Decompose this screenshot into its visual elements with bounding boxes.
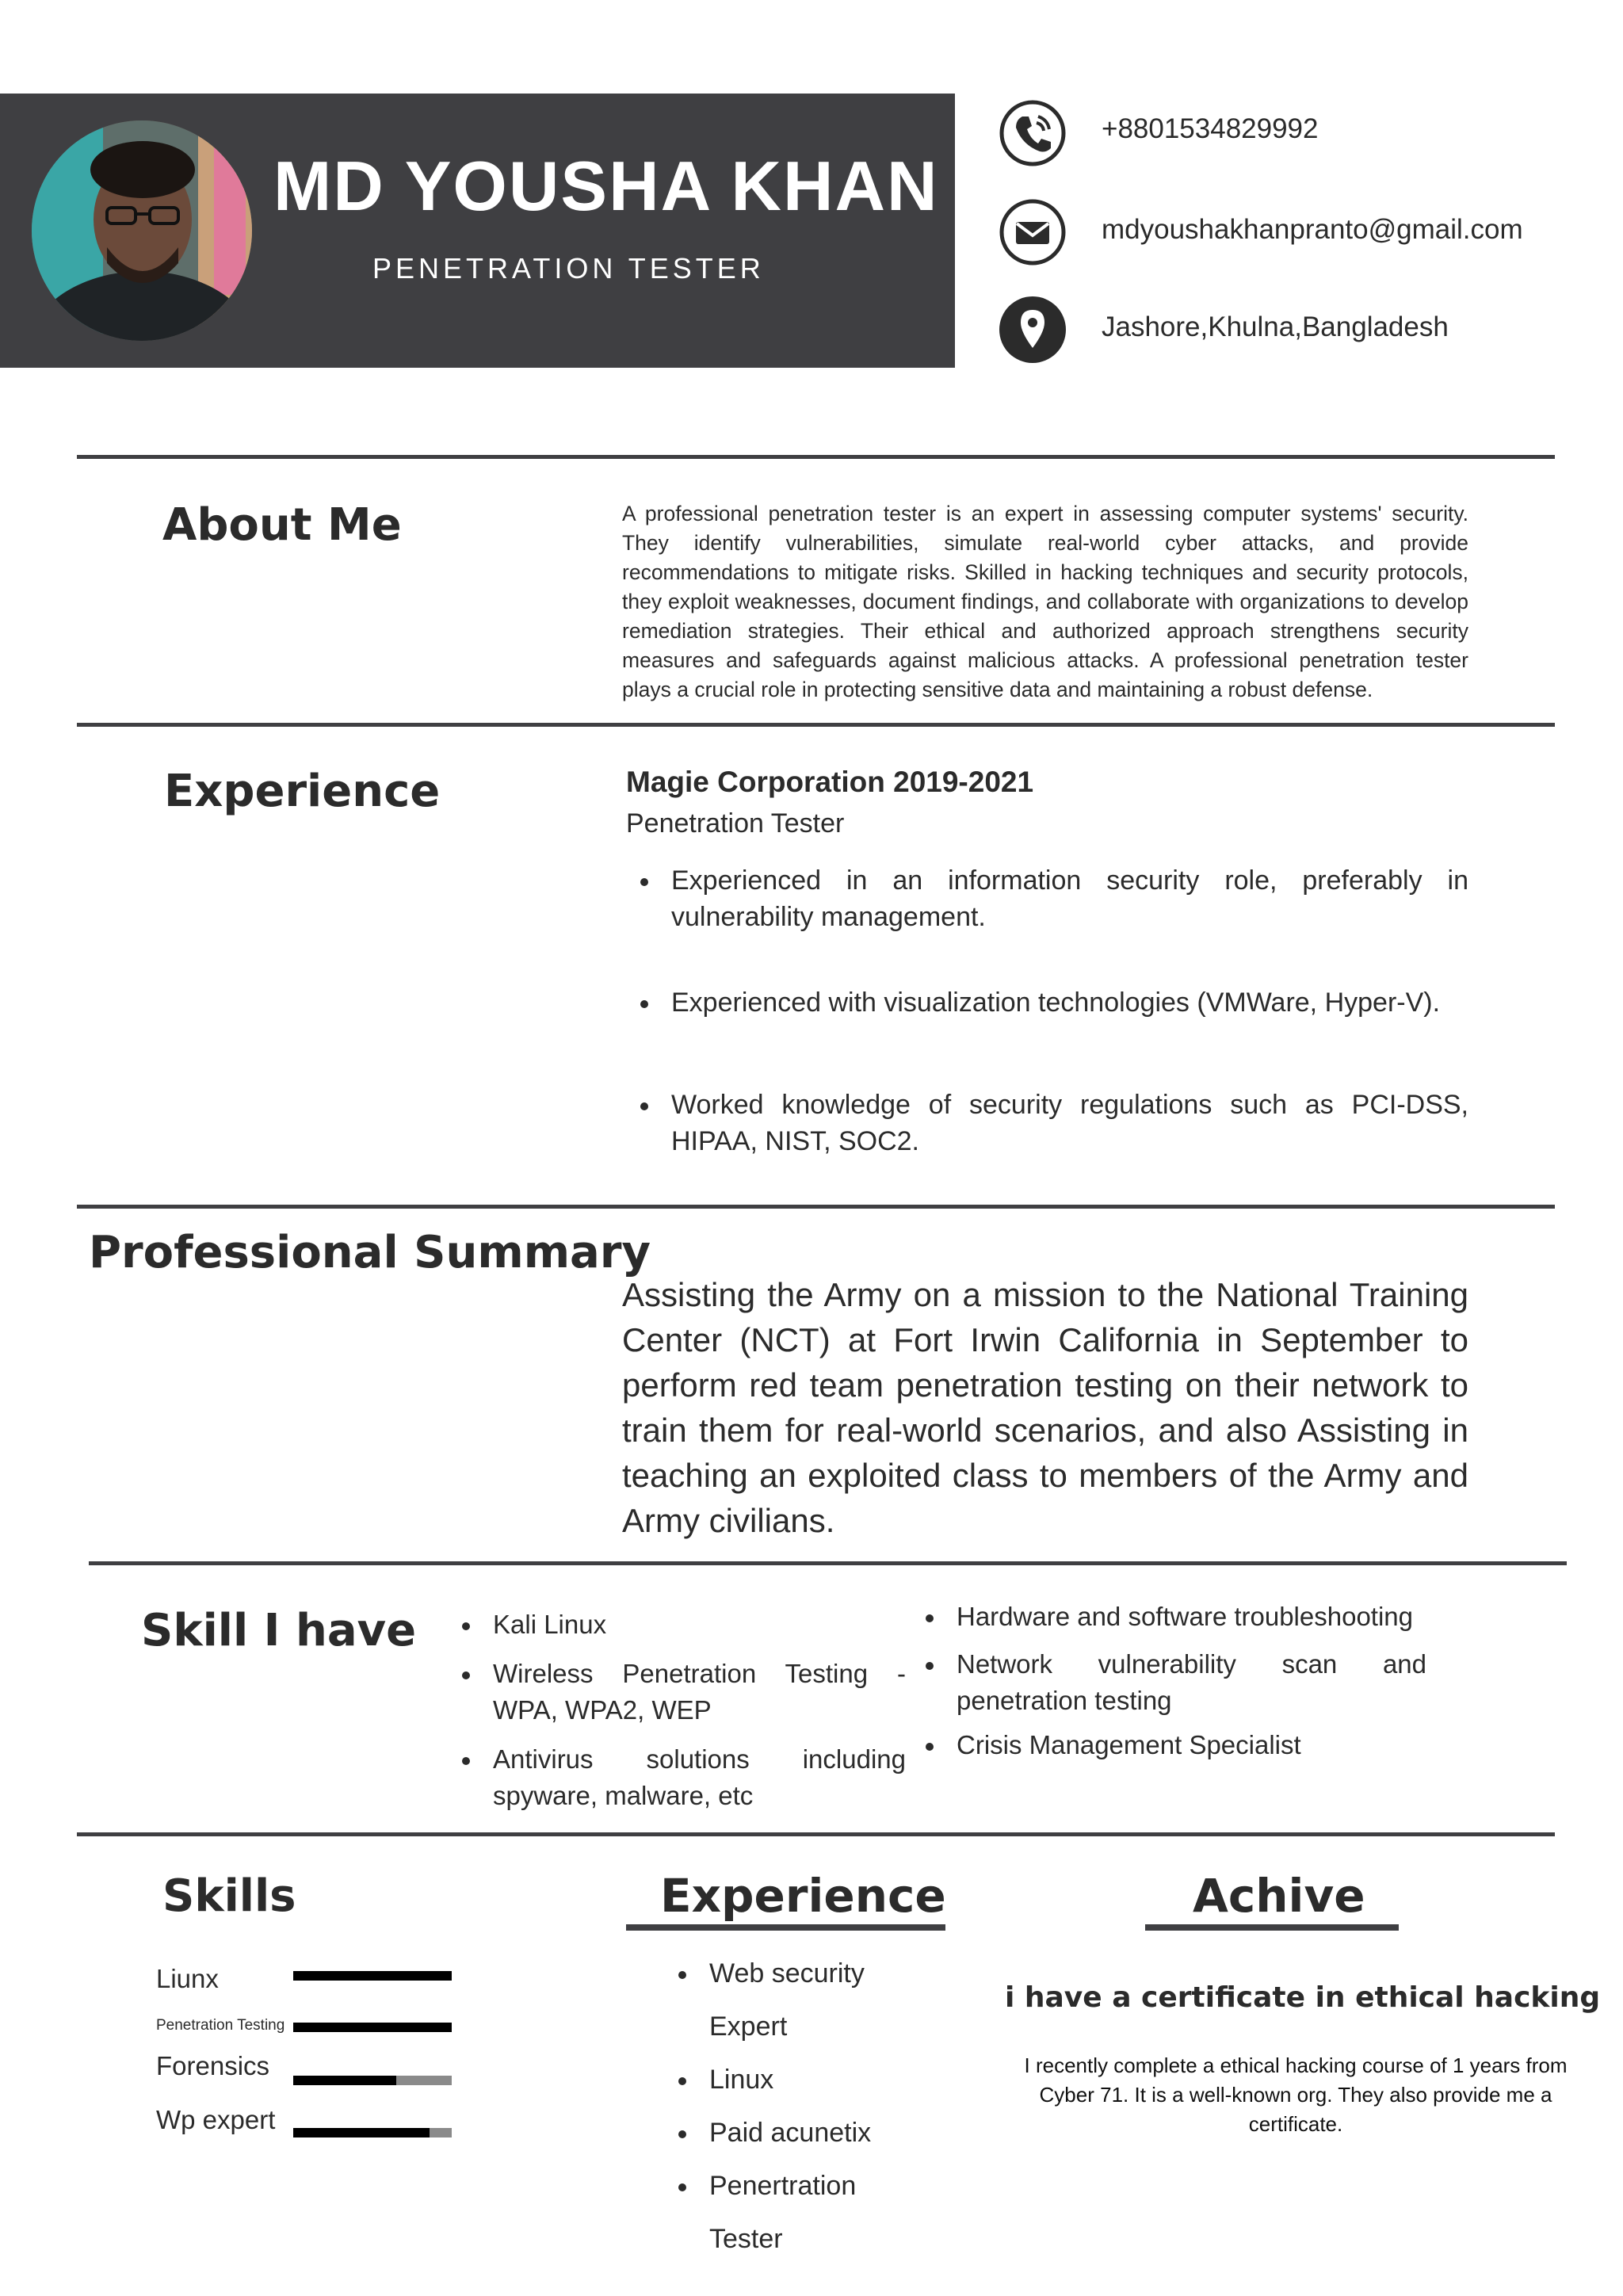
achive-heading: Achive [1193, 1869, 1365, 1923]
experience2-list [664, 1947, 949, 2266]
divider [77, 1205, 1555, 1209]
list-item: Web security [664, 1947, 949, 2000]
list-item: Antivirus solutions including spyware, malware, etc [448, 1741, 906, 1814]
skills-heading: Skills [162, 1870, 296, 1922]
experience2-heading: Experience [660, 1869, 946, 1923]
skill-bar [293, 1971, 452, 1981]
about-text: A professional penetration tester is an expert in assessing computer systems' security. They identify vulnerabilities, simulate real-world cyber attacks, and provide recommendations to mitigate risks. Skilled in hacking techniques and security protocols, they exploit weaknesses, document findings, and collaborate with organizations to develop remediation strategies. Their ethical and authorized approach strengthens security measures and safeguards against malicious attacks. A professional penetration tester plays a crucial role in protecting sensitive data and maintaining a robust defense. [622, 502, 1468, 701]
skill-bar-fill [293, 2023, 452, 2032]
profile-photo-graphic [32, 120, 252, 341]
list-item: Wireless Penetration Testing - WPA, WPA2, WEP [448, 1656, 906, 1729]
divider [77, 723, 1555, 727]
skill-have-left-list [448, 1606, 906, 1827]
experience-list [626, 862, 1468, 935]
list-item: Experienced in an information security role, preferably in vulnerability management. [626, 862, 1468, 935]
skill-bar [293, 2128, 452, 2137]
location-text: Jashore,Khulna,Bangladesh [1102, 311, 1449, 342]
phone-icon [999, 99, 1067, 167]
list-item: Tester [709, 2224, 783, 2254]
summary-text: Assisting the Army on a mission to the National Training Center (NCT) at Fort Irwin California in September to perform red team penetration testing on their network to train them for real-world scenarios, and also Assisting in teaching an exploited class to members of the Army and Army civilians. [622, 1276, 1468, 1539]
skill-bar [293, 2023, 452, 2032]
experience-heading: Experience [164, 766, 441, 817]
about-heading: About Me [162, 499, 402, 551]
certificate-title: i have a certificate in ethical hacking [1005, 1981, 1601, 2014]
list-item: Penertration [664, 2160, 949, 2213]
list-item: Hardware and software troubleshooting [911, 1599, 1426, 1635]
skill-bar-fill [293, 2076, 396, 2085]
list-item: Worked knowledge of security regulations such as PCI-DSS, HIPAA, NIST, SOC2. [626, 1087, 1468, 1159]
experience-list [626, 1087, 1468, 1159]
skill-bar-fill [293, 1971, 452, 1981]
list-item: Expert [709, 2011, 788, 2042]
list-item: Kali Linux [448, 1606, 906, 1643]
experience-company: Magie Corporation 2019-2021 [626, 766, 1034, 798]
skill-bar [293, 2076, 452, 2085]
location-pin-icon [999, 296, 1067, 364]
experience-list [626, 984, 1468, 1021]
divider [89, 1561, 1567, 1565]
list-item: Paid acunetix [664, 2107, 949, 2160]
skill-label: Penetration Testing [156, 2017, 285, 2034]
skill-bar-fill [293, 2128, 430, 2137]
skill-label: Forensics [156, 2051, 270, 2080]
list-item: Linux [664, 2053, 949, 2107]
heading-underline [1145, 1924, 1399, 1931]
profile-photo [32, 120, 252, 341]
certificate-description: I recently complete a ethical hacking course of 1 years from Cyber 71. It is a well-known org. They also provide me a certificate. [1024, 2053, 1568, 2136]
candidate-role: PENETRATION TESTER [372, 252, 765, 285]
list-item: Experienced with visualization technologies (VMWare, Hyper-V). [626, 984, 1468, 1021]
skill-label: Wp expert [156, 2105, 276, 2134]
skill-label: Liunx [156, 1964, 219, 1993]
heading-underline [626, 1924, 945, 1931]
summary-heading: Professional Summary [89, 1227, 651, 1278]
divider [77, 1832, 1555, 1836]
mail-icon [999, 198, 1067, 266]
skill-have-heading: Skill I have [141, 1605, 417, 1656]
divider [77, 455, 1555, 459]
phone-number[interactable]: +8801534829992 [1102, 113, 1319, 144]
candidate-name: MD YOUSHA KHAN [273, 147, 939, 225]
email-address[interactable]: mdyoushakhanpranto@gmail.com [1102, 214, 1523, 245]
list-item: Crisis Management Specialist [911, 1727, 1426, 1763]
list-item: Network vulnerability scan and penetration testing [911, 1646, 1426, 1719]
experience-role: Penetration Tester [626, 808, 845, 839]
skill-have-right-list [911, 1599, 1426, 1776]
